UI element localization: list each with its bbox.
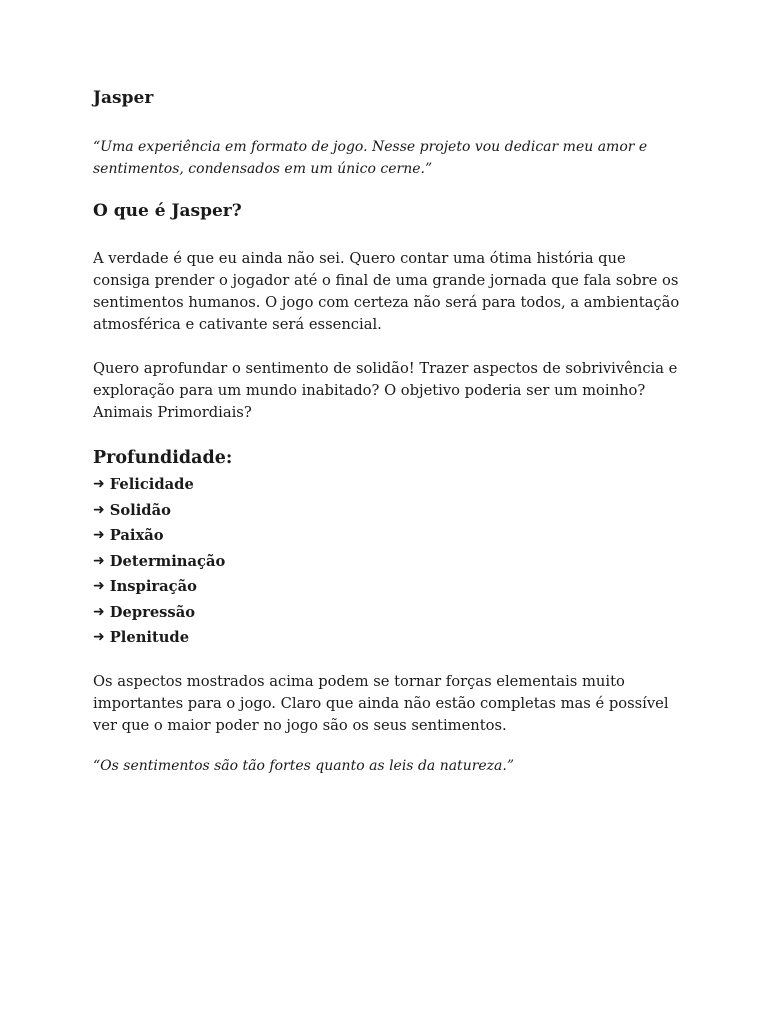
right-arrow-icon: ➜ xyxy=(93,603,105,620)
document-title: Jasper xyxy=(93,88,154,108)
depth-item-label: Depressão xyxy=(109,603,196,621)
document-content xyxy=(93,86,683,777)
depth-item-plenitude xyxy=(93,625,683,651)
right-arrow-icon: ➜ xyxy=(93,578,105,594)
depth-item-paixao xyxy=(93,523,683,549)
right-arrow-icon: ➜ xyxy=(93,552,105,569)
depth-item-determinacao xyxy=(93,549,683,575)
right-arrow-icon: ➜ xyxy=(93,629,105,645)
paragraph-elemental-forces: Os aspectos mostrados acima podem se tornar forças elementais muito importantes para o jogo. Claro que ainda não estão completas mas é possível ver que o maior poder no jogo são os seus sentimentos. xyxy=(93,672,669,734)
depth-item-inspiracao xyxy=(93,574,683,600)
paragraph-intro: A verdade é que eu ainda não sei. Quero contar uma ótima história que consiga prender o jogador até o final de uma grande jornada que fala sobre os sentimentos humanos. O jogo com certeza não será para todos, a ambientação atmosférica e cativante será essencial. xyxy=(93,250,680,333)
depth-item-label: Inspiração xyxy=(109,578,197,595)
section-heading-what-is-jasper: O que é Jasper? xyxy=(93,201,242,221)
depth-item-label: Plenitude xyxy=(109,629,190,646)
depth-item-label: Paixão xyxy=(109,527,164,544)
depth-item-solidao xyxy=(93,498,683,524)
right-arrow-icon: ➜ xyxy=(93,527,105,543)
paragraph-solitude: Quero aprofundar o sentimento de solidão! Trazer aspectos de sobrivivência e exploração para um mundo inabitado? O objetivo poderia ser um moinho? Animais Primordiais? xyxy=(93,360,678,421)
right-arrow-icon: ➜ xyxy=(93,501,105,518)
depth-item-label: Determinação xyxy=(109,552,226,570)
depth-item-depressao xyxy=(93,600,683,626)
depth-item-label: Solidão xyxy=(109,501,171,519)
closing-quote: “Os sentimentos são tão fortes quanto as leis da natureza.” xyxy=(93,757,515,774)
depth-heading: Profundidade: xyxy=(93,448,233,468)
depth-item-felicidade xyxy=(93,472,683,498)
depth-list xyxy=(93,472,683,651)
right-arrow-icon: ➜ xyxy=(93,476,105,492)
intro-quote: “Uma experiência em formato de jogo. Nesse projeto vou dedicar meu amor e sentimentos, condensados em um único cerne.” xyxy=(93,139,648,177)
depth-item-label: Felicidade xyxy=(109,476,194,493)
